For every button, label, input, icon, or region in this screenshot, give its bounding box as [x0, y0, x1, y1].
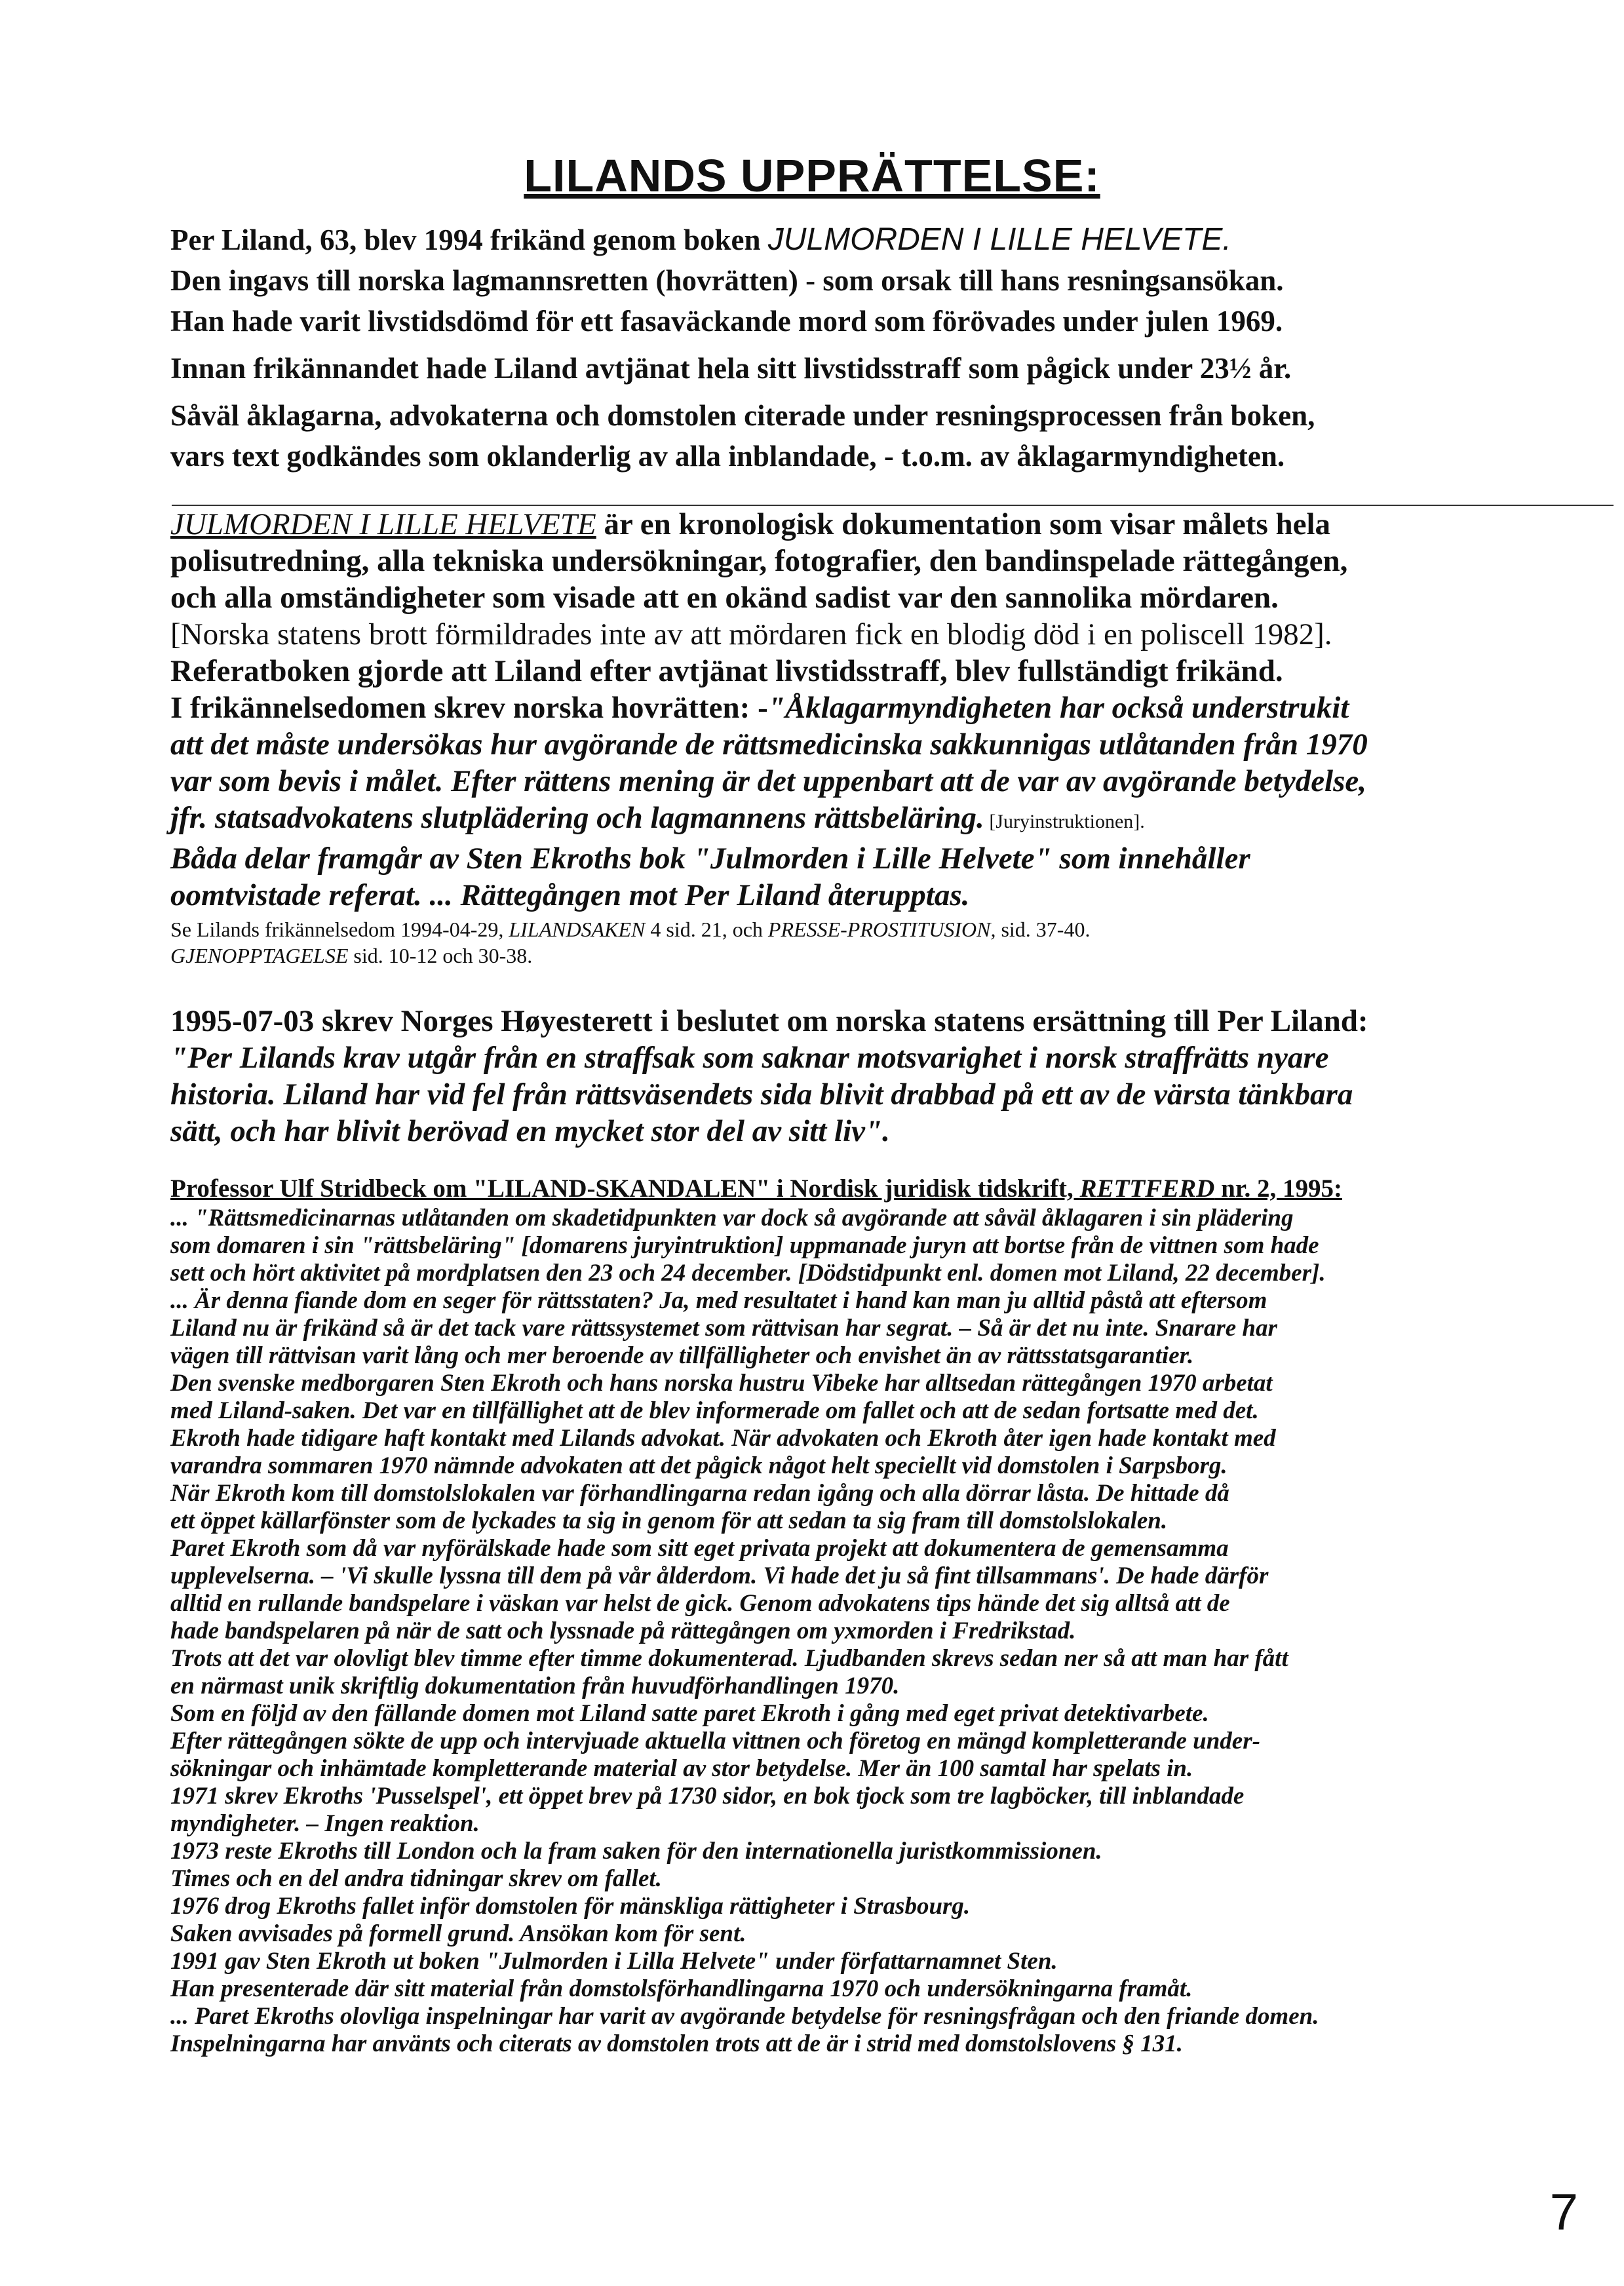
court-quote: jfr. statsadvokatens slutplädering och lagmannens rättsbeläring. [170, 801, 984, 835]
quote-line: ... "Rättsmedicinarnas utlåtanden om skadetidpunkten var dock så avgörande att såväl åklagaren i sin plädering [170, 1205, 1294, 1231]
quote-line: som domaren i sin "rättsbeläring" [domarens juryintruktion] uppmanade juryn att bortse från de vittnen som hade [170, 1232, 1319, 1259]
quote-line: Liland nu är frikänd så är det tack vare rättssystemet som rättvisan har segrat. – Så är det nu inte. Snarare har [170, 1315, 1277, 1342]
quote-line: Times och en del andra tidningar skrev om fallet. [170, 1865, 662, 1892]
court-quote: var som bevis i målet. Efter rättens mening är det uppenbart att de var av avgörande betydelse, [170, 764, 1367, 798]
book-title: JULMORDEN I LILLE HELVETE [170, 507, 596, 541]
page-title: LILANDS UPPRÄTTELSE: [524, 150, 1100, 201]
reference-title: LILANDSAKEN [509, 918, 646, 941]
court-quote: historia. Liland har vid fel från rättsväsendets sida blivit drabbad på ett av de värsta tänkbara [170, 1077, 1353, 1112]
section-line: 1995-07-03 skrev Norges Høyesterett i beslutet om norska statens ersättning till Per Liland: [170, 1004, 1368, 1038]
quote-line: Som en följd av den fällande domen mot Liland satte paret Ekroth i gång med eget privat detektivarbete. [170, 1700, 1209, 1727]
reference-title: GJENOPPTAGELSE [170, 944, 349, 967]
quote-line: Efter rättegången sökte de upp och intervjuade aktuella vittnen och företog en mängd kompletterande under- [170, 1728, 1260, 1754]
intro-section [170, 222, 1488, 475]
reference-title: PRESSE-PROSTITUSION, [767, 918, 996, 941]
quote-line: sett och hört aktivitet på mordplatsen den 23 och 24 december. [Dödstidpunkt enl. domen mot Liland, 22 december]. [170, 1260, 1326, 1287]
quote-line: 1971 skrev Ekroths 'Pusselspel', ett öppet brev på 1730 sidor, en bok tjock som tre lagböcker, till inblandade [170, 1783, 1245, 1810]
stridbeck-quote [170, 1205, 1488, 2058]
section-hoyesterett [170, 1003, 1488, 1150]
section-line: polisutredning, alla tekniska undersökningar, fotografier, den bandinspelade rättegången, [170, 544, 1348, 578]
reference-line [170, 916, 1488, 942]
reference-line [170, 942, 1488, 969]
intro-line: Såväl åklagarna, advokaterna och domstolen citerade under resningsprocessen från boken, [170, 399, 1315, 432]
intro-line: Han hade varit livstidsdömd för ett fasaväckande mord som förövades under julen 1969. [170, 305, 1283, 338]
intro-line: Innan frikännandet hade Liland avtjänat hela sitt livstidsstraff som pågick under 23½ år. [170, 352, 1292, 385]
quote-line: med Liland-saken. Det var en tillfällighet att de blev informerade om fallet och att de sedan fortsatte med det. [170, 1397, 1259, 1424]
court-quote: att det måste undersökas hur avgörande de rättsmedicinska sakkunnigas utlåtanden från 1970 [170, 727, 1368, 762]
reference-text: sid. 10-12 och 30-38. [348, 944, 533, 967]
reference-text: 4 sid. 21, och [645, 918, 768, 941]
quote-line: Ekroth hade tidigare haft kontakt med Lilands advokat. När advokaten och Ekroth åter igen hade kontakt med [170, 1425, 1276, 1452]
quote-line: Paret Ekroth som då var nyförälskade hade som sitt eget privata projekt att dokumentera de gemensamma [170, 1535, 1229, 1562]
intro-text: Per Liland, 63, blev 1994 frikänd genom boken [170, 223, 768, 256]
note-text: [Juryinstruktionen]. [984, 811, 1145, 832]
quote-line: Saken avvisades på formell grund. Ansökan kom för sent. [170, 1920, 746, 1947]
book-title: JULMORDEN I LILLE HELVETE. [767, 222, 1231, 257]
quote-line: myndigheter. – Ingen reaktion. [170, 1810, 480, 1837]
quote-line: Inspelningarna har använts och citerats av domstolen trots att de är i strid med domstolslovens § 131. [170, 2030, 1183, 2057]
quote-line: en närmast unik skriftlig dokumentation från huvudförhandlingen 1970. [170, 1673, 900, 1699]
section-heading [170, 1173, 1488, 1205]
section-line [170, 800, 1488, 840]
page-number: 7 [1549, 2183, 1578, 2241]
quote-line: varandra sommaren 1970 nämnde advokaten att det pågick något helt speciellt vid domstolen i Sarpsborg. [170, 1452, 1228, 1479]
court-quote: oomtvistade referat. ... Rättegången mot Per Liland återupptas. [170, 878, 970, 912]
quote-line: sökningar och inhämtade kompletterande material av stor betydelse. Mer än 100 samtal har spelats in. [170, 1755, 1193, 1782]
quote-line: 1976 drog Ekroths fallet inför domstolen för mänskliga rättigheter i Strasbourg. [170, 1893, 971, 1920]
section-line: [Norska statens brott förmildrades inte av att mördaren fick en blodig död i en poliscell 1982]. [170, 617, 1332, 651]
court-quote: Båda delar framgår av Sten Ekroths bok "Julmorden i Lille Helvete" som innehåller [170, 842, 1250, 876]
section-kronologisk [170, 506, 1488, 969]
quote-line: alltid en rullande bandspelare i väskan var helst de gick. Genom advokatens tips hände det sig alltså att de [170, 1590, 1230, 1617]
reference-text: sid. 37-40. [996, 918, 1091, 941]
court-quote: "Åklagarmyndigheten har också understrukit [767, 691, 1349, 725]
section-line [170, 506, 1488, 543]
section-text: är en kronologisk dokumentation som visar målets hela [596, 507, 1331, 541]
court-quote: sätt, och har blivit berövad en mycket stor del av sitt liv". [170, 1114, 890, 1148]
section-line: och alla omständigheter som visade att en okänd sadist var den sannolika mördaren. [170, 581, 1279, 615]
section-stridbeck [170, 1173, 1488, 2058]
journal-title: RETTFERD [1079, 1174, 1215, 1203]
heading-text: nr. 2, 1995: [1214, 1174, 1342, 1203]
quote-line: 1991 gav Sten Ekroth ut boken "Julmorden i Lilla Helvete" under författarnamnet Sten. [170, 1948, 1058, 1975]
reference-text: Se Lilands frikännelsedom 1994-04-29, [170, 918, 509, 941]
quote-line: Han presenterade där sitt material från domstolsförhandlingarna 1970 och undersökningarna framåt. [170, 1975, 1193, 2002]
intro-line [170, 222, 1488, 258]
quote-line: ... Är denna fiande dom en seger för rättsstaten? Ja, med resultatet i hand kan man ju alltid påstå att eftersom [170, 1287, 1267, 1314]
quote-line: ... Paret Ekroths olovliga inspelningar har varit av avgörande betydelse för resningsfrågan och den friande domen. [170, 2003, 1319, 2030]
section-text: I frikännelsedomen skrev norska hovrätten: - [170, 691, 768, 725]
quote-line: vägen till rättvisan varit lång och mer beroende av tillfälligheter och envishet än av rättsstatsgarantier. [170, 1342, 1194, 1369]
section-line: Referatboken gjorde att Liland efter avtjänat livstidsstraff, blev fullständigt frikänd. [170, 654, 1283, 688]
heading-text: Professor Ulf Stridbeck om "LILAND-SKANDALEN" i Nordisk juridisk tidskrift, [170, 1174, 1080, 1203]
section-line [170, 689, 1488, 726]
quote-line: hade bandspelaren på när de satt och lyssnade på rättegången om yxmorden i Fredrikstad. [170, 1618, 1076, 1644]
intro-line: vars text godkändes som oklanderlig av alla inblandade, - t.o.m. av åklagarmyndigheten. [170, 440, 1285, 473]
quote-line: upplevelserna. – 'Vi skulle lyssna till dem på vår ålderdom. Vi hade det ju så fint tillsammans'. De hade därför [170, 1562, 1269, 1589]
quote-line: När Ekroth kom till domstolslokalen var förhandlingarna redan igång och alla dörrar låsta. De hittade då [170, 1480, 1229, 1507]
quote-line: Den svenske medborgaren Sten Ekroth och hans norska hustru Vibeke har alltsedan rättegången 1970 arbetat [170, 1370, 1273, 1397]
court-quote: "Per Lilands krav utgår från en straffsak som saknar motsvarighet i norsk straffrätts nyare [170, 1041, 1329, 1075]
quote-line: Trots att det var olovligt blev timme efter timme dokumenterad. Ljudbanden skrevs sedan ner så att man har fått [170, 1645, 1288, 1672]
quote-line: ett öppet källarfönster som de lyckades ta sig in genom för att sedan ta sig fram till domstolslokalen. [170, 1507, 1168, 1534]
intro-line: Den ingavs till norska lagmannsretten (hovrätten) - som orsak till hans resningsansökan. [170, 264, 1284, 297]
quote-line: 1973 reste Ekroths till London och la fram saken för den internationella juristkommissionen. [170, 1838, 1102, 1865]
